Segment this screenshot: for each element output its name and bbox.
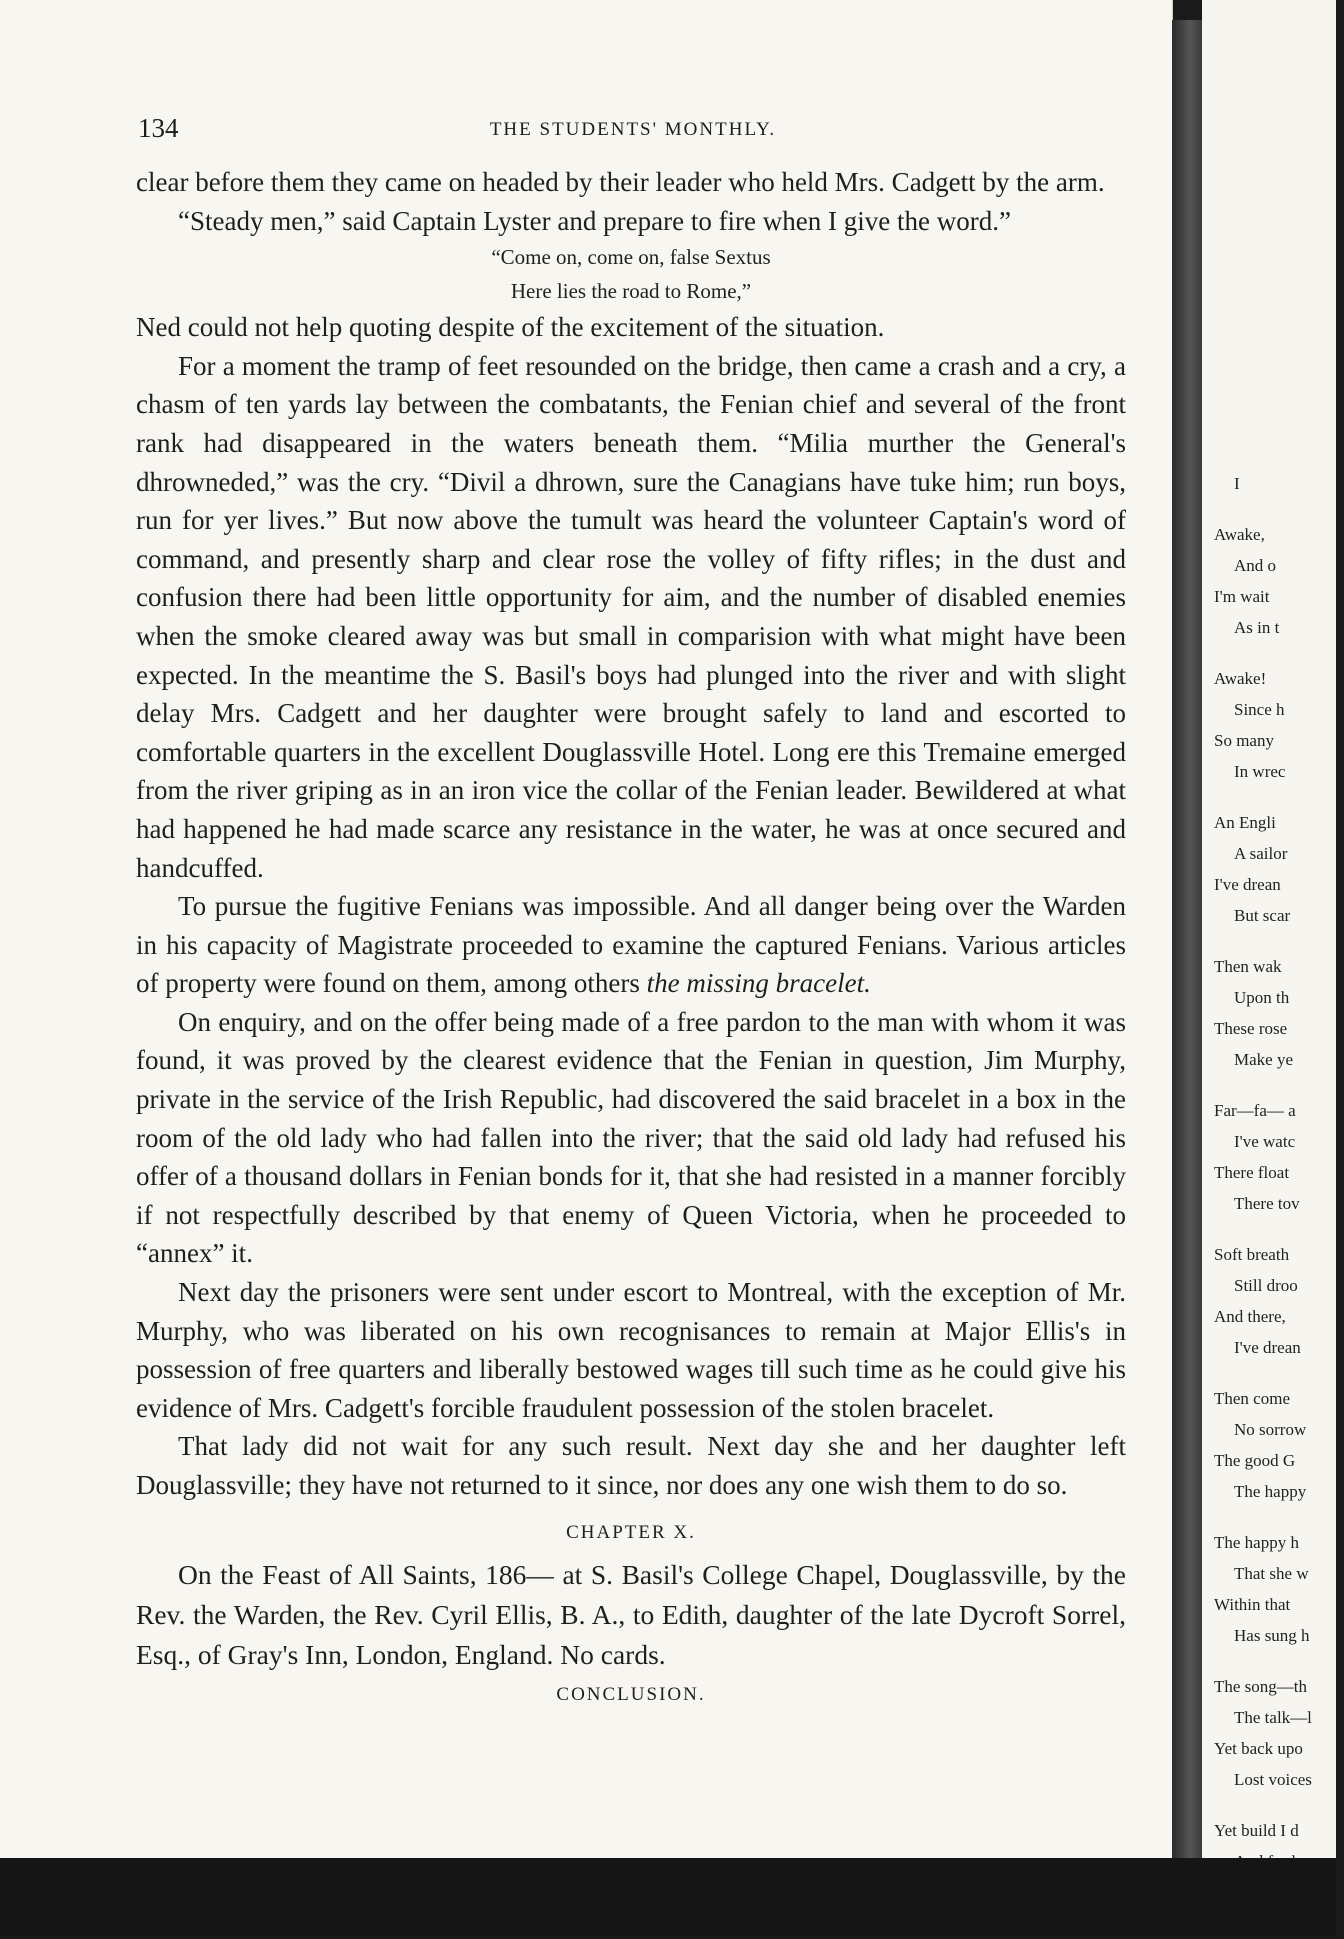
facing-line: Yet build I d bbox=[1214, 1821, 1299, 1840]
chapter-heading: CHAPTER X. bbox=[566, 1521, 696, 1543]
facing-line: As in t bbox=[1234, 618, 1280, 637]
book-gutter bbox=[1172, 20, 1202, 1858]
facing-line: Within that bbox=[1214, 1595, 1291, 1614]
facing-line: There tov bbox=[1234, 1194, 1300, 1213]
conclusion-heading: CONCLUSION. bbox=[556, 1683, 706, 1705]
facing-line: But scar bbox=[1234, 906, 1291, 925]
facing-line: I'm wait bbox=[1214, 587, 1270, 606]
facing-line: I've drean bbox=[1234, 1338, 1301, 1357]
verse-line-2: Here lies the road to Rome,” bbox=[510, 279, 752, 304]
facing-line: And there, bbox=[1214, 1307, 1286, 1326]
verse-quote bbox=[136, 240, 1126, 308]
paragraph-5 bbox=[136, 887, 1126, 1003]
paragraph-4: For a moment the tramp of feet resounded on the bridge, then came a crash and a cry, a chasm of ten yards lay between the combatants, the Fenian chief and several of the front rank had disappeared in the waters beneath them. “Milia murther the General's dhrowneded,” was the cry. “Divil a dhrown, sure the Canagians have tuke him; run boys, run for yer lives.” But now above the tumult was heard the volunteer Captain's word of command, and presently sharp and clear rose the volley of fifty rifles; in the dust and confusion there had been little opportunity for aim, and the number of disabled enemies when the smoke cleared away was but small in comparision with what might have been expected. In the meantime the S. Basil's boys had plunged into the river and with slight delay Mrs. Cadgett and her daughter were brought safely to land and escorted to comfortable quarters in the excellent Douglassville Hotel. Long ere this Tremaine emerged from the river griping as in an iron vice the collar of the Fenian leader. Bewildered at what had happened he had made scarce any resistance in the water, he was at once secured and handcuffed. bbox=[136, 350, 1126, 883]
page-number: 134 bbox=[138, 113, 179, 143]
facing-line: I've watc bbox=[1234, 1132, 1296, 1151]
paragraph-5-text: To pursue the fugitive Fenians was impossible. And all danger being over the Warden in his capacity of Magistrate proceeded to examine the captured Fenians. Various articles of property were found on them, among others bbox=[136, 891, 1126, 999]
facing-line: An Engli bbox=[1214, 813, 1276, 832]
facing-line: That she w bbox=[1234, 1564, 1309, 1583]
paragraph-5-italic: the missing bracelet. bbox=[646, 968, 871, 999]
facing-line: In wrec bbox=[1234, 762, 1286, 781]
facing-line: A sailor bbox=[1234, 844, 1288, 863]
facing-line: Lost voices bbox=[1234, 1770, 1312, 1789]
facing-line: Make ye bbox=[1234, 1050, 1294, 1069]
facing-page-lines bbox=[1214, 468, 1344, 1939]
facing-line: The good G bbox=[1214, 1451, 1296, 1470]
facing-line: Soft breath bbox=[1214, 1245, 1290, 1264]
facing-line: The talk—l bbox=[1234, 1708, 1312, 1727]
facing-line: And o bbox=[1234, 556, 1277, 575]
marriage-notice: On the Feast of All Saints, 186— at S. Basil's College Chapel, Douglassville, by the Rev. the Warden, the Rev. Cyril Ellis, B. A., to Edith, daughter of the late Dycroft Sorrel, Esq., of Gray's Inn, London, England. No cards. bbox=[136, 1558, 1126, 1670]
scan-border bbox=[0, 1858, 1336, 1936]
facing-line: No sorrow bbox=[1234, 1420, 1307, 1439]
paragraph-1: clear before them they came on headed by their leader who held Mrs. Cadgett by the arm. bbox=[136, 167, 1105, 197]
paragraph-6: On enquiry, and on the offer being made of a free pardon to the man with whom it was found, it was proved by the clearest evidence that the Fenian in question, Jim Murphy, private in the service of the Irish Republic, had discovered the said bracelet in a box in the room of the old lady who had fallen into the river; that the said old lady had refused his offer of a thousand dollars in Fenian bonds for it, that she had resisted in a manner forcibly if not respectfully described by that enemy of Queen Victoria, when he proceeded to “annex” it. bbox=[136, 1006, 1126, 1269]
facing-line: Awake, bbox=[1214, 525, 1265, 544]
paragraph-7: Next day the prisoners were sent under escort to Montreal, with the exception of Mr. Murphy, who was liberated on his own recognisances to remain at Major Ellis's in possession of free quarters and liberally bestowed wages till such time as he could give his evidence of Mrs. Cadgett's forcible fraudulent possession of the stolen bracelet. bbox=[136, 1277, 1126, 1423]
journal-title: THE STUDENTS' MONTHLY. bbox=[489, 119, 777, 140]
facing-line: These rose bbox=[1214, 1019, 1288, 1038]
text-body bbox=[136, 163, 1126, 1709]
facing-line: The song—th bbox=[1214, 1677, 1308, 1696]
facing-line: I've drean bbox=[1214, 875, 1281, 894]
running-head bbox=[138, 113, 1128, 153]
verse-line-1: “Come on, come on, false Sextus bbox=[491, 245, 771, 270]
facing-line: Far—fa— a bbox=[1214, 1101, 1296, 1120]
facing-line: Upon th bbox=[1234, 988, 1290, 1007]
facing-line: There float bbox=[1214, 1163, 1290, 1182]
facing-line: The happy bbox=[1234, 1482, 1307, 1501]
facing-line: I bbox=[1234, 474, 1240, 493]
facing-line: So many bbox=[1214, 731, 1274, 750]
facing-line: Since h bbox=[1234, 700, 1285, 719]
paragraph-8: That lady did not wait for any such result. Next day she and her daughter left Douglassville; they have not returned to it since, nor does any one wish them to do so. bbox=[136, 1431, 1126, 1500]
facing-line: The happy h bbox=[1214, 1533, 1299, 1552]
facing-line: Awake! bbox=[1214, 669, 1267, 688]
facing-line: Still droo bbox=[1234, 1276, 1298, 1295]
facing-line: Then wak bbox=[1214, 957, 1282, 976]
facing-page bbox=[1202, 0, 1336, 1858]
facing-line: Yet back upo bbox=[1214, 1739, 1303, 1758]
paragraph-3: Ned could not help quoting despite of the excitement of the situation. bbox=[136, 312, 885, 343]
facing-line: Then come bbox=[1214, 1389, 1290, 1408]
facing-line: Has sung h bbox=[1234, 1626, 1310, 1645]
paragraph-2: “Steady men,” said Captain Lyster and prepare to fire when I give the word.” bbox=[178, 205, 1011, 236]
